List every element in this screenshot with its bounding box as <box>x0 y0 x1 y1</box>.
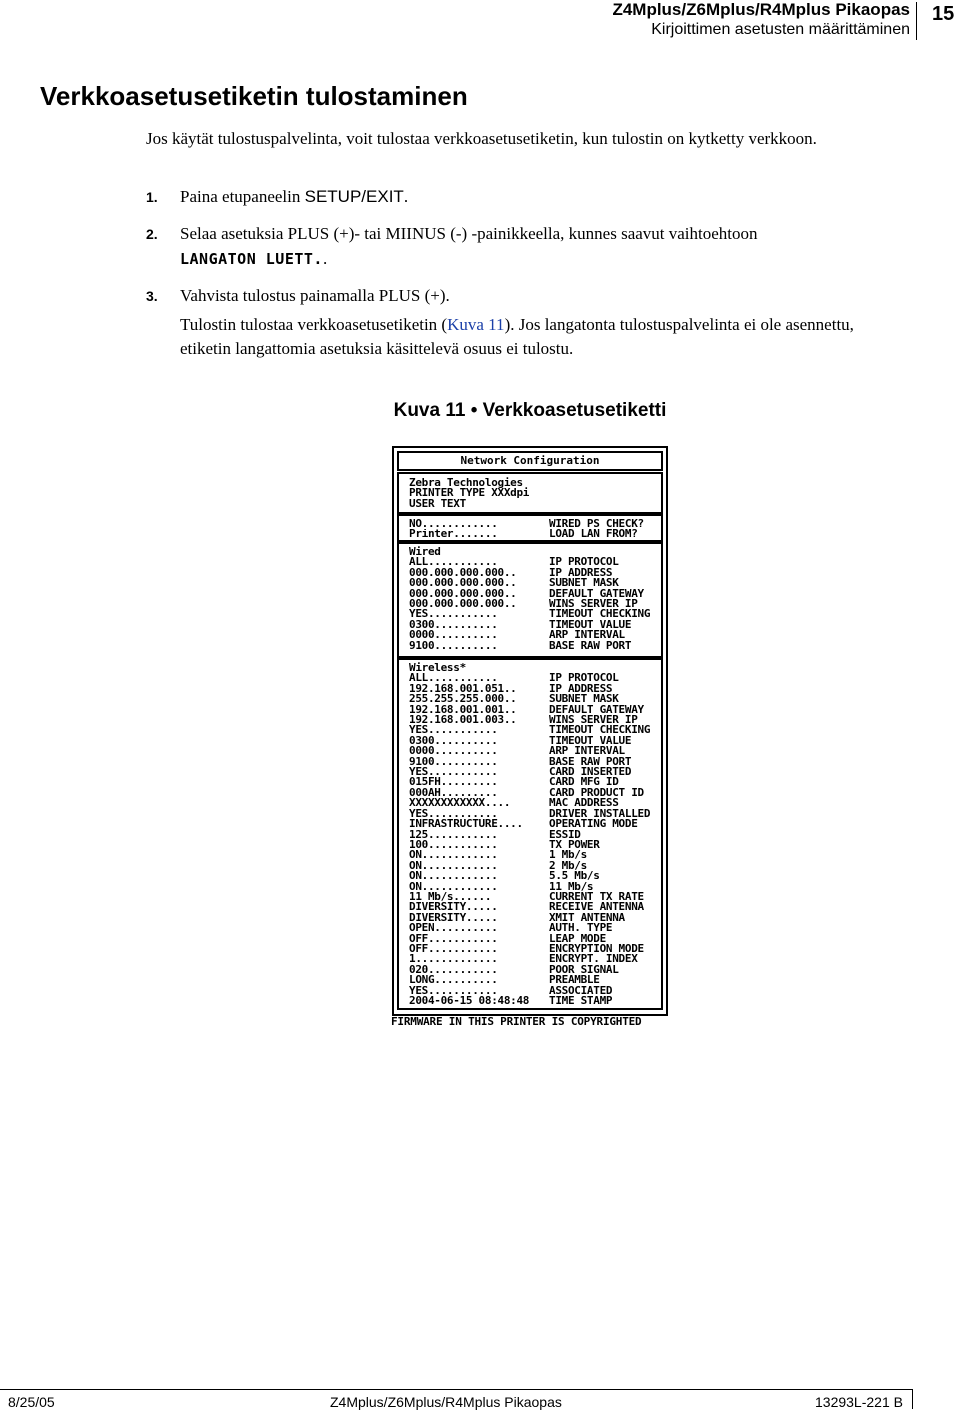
config-setting: CARD PRODUCT ID <box>549 785 644 799</box>
config-value: 0000.......... <box>409 630 498 641</box>
config-row <box>399 910 661 924</box>
config-setting: BASE RAW PORT <box>549 754 632 768</box>
wireless-box <box>397 658 663 1010</box>
config-value: 1............. <box>409 954 498 965</box>
config-setting: PREAMBLE <box>549 973 600 987</box>
config-setting: ESSID <box>549 827 581 841</box>
step-2-lcd-line: LANGATON LUETT.. <box>180 249 328 268</box>
config-setting: 5.5 Mb/s <box>549 869 600 883</box>
footer-doc-id: 13293L-221 B <box>815 1394 903 1410</box>
footer-rule <box>0 1389 912 1390</box>
config-setting: OPERATING MODE <box>549 817 638 831</box>
wired-title: Wired <box>409 545 441 558</box>
config-value: OPEN.......... <box>409 923 498 934</box>
config-setting: ENCRYPTION MODE <box>549 941 644 955</box>
config-setting: DRIVER INSTALLED <box>549 806 651 820</box>
config-setting: 1 Mb/s <box>549 848 587 862</box>
config-value: 0300.......... <box>409 735 498 747</box>
config-value: ALL........... <box>409 557 498 568</box>
config-value: YES........... <box>409 725 498 736</box>
config-value: ON............ <box>409 860 498 872</box>
config-value: Printer....... <box>409 529 498 540</box>
config-setting: WINS SERVER IP <box>549 597 638 611</box>
config-setting: CARD INSERTED <box>549 765 632 779</box>
config-row <box>399 827 661 841</box>
config-setting: ARP INTERVAL <box>549 744 625 758</box>
config-value: INFRASTRUCTURE.... <box>409 819 523 830</box>
config-setting: MAC ADDRESS <box>549 796 619 810</box>
config-value: 000.000.000.000.. <box>409 567 517 579</box>
step-number: 2. <box>146 226 158 242</box>
config-setting: WIRED PS CHECK? <box>549 517 644 530</box>
config-setting: IP PROTOCOL <box>549 671 619 685</box>
result-paragraph: Tulostin tulostaa verkkoasetusetiketin (Kuva 11). Jos langatonta tulostuspalvelinta ei ole asennettu, etiketin langattomia asetuksia käsittelevä osuus ei tulostu. <box>180 315 854 358</box>
config-value: YES........... <box>409 767 498 778</box>
config-row <box>399 975 661 985</box>
config-value: YES........... <box>409 609 498 620</box>
config-value: YES........... <box>409 808 498 820</box>
config-value: LONG.......... <box>409 975 498 986</box>
config-setting: TIMEOUT VALUE <box>549 617 632 631</box>
step-2: 2. Selaa asetuksia PLUS (+)- tai MIINUS (-) -painikkeella, kunnes saavut vaihtoehtoon <box>146 222 886 246</box>
figure-link[interactable]: Kuva 11 <box>447 315 505 334</box>
check-box <box>397 514 663 542</box>
config-value: DIVERSITY..... <box>409 912 498 924</box>
config-row <box>399 996 661 1006</box>
config-setting: CURRENT TX RATE <box>549 889 644 903</box>
config-row <box>399 557 661 567</box>
intro-paragraph: Jos käytät tulostuspalvelinta, voit tulostaa verkkoasetusetiketin, kun tulostin on kytketty verkkoon. <box>146 129 817 148</box>
config-setting: ARP INTERVAL <box>549 628 625 642</box>
config-row <box>399 529 661 539</box>
config-setting: TIME STAMP <box>549 994 613 1007</box>
config-setting: ASSOCIATED <box>549 983 613 997</box>
config-row <box>399 638 661 652</box>
config-value: 192.168.001.001.. <box>409 704 517 716</box>
setup-exit-key: SETUP/EXIT <box>304 187 404 206</box>
label-header: Network Configuration <box>397 451 663 471</box>
config-value: 0300.......... <box>409 619 498 631</box>
footer-title: Z4Mplus/Z6Mplus/R4Mplus Pikaopas <box>330 1394 562 1410</box>
config-row <box>399 954 661 964</box>
config-value: DIVERSITY..... <box>409 902 498 913</box>
config-value: 2004-06-15 08:48:48 <box>409 996 530 1007</box>
config-row <box>399 850 661 860</box>
config-value: 0000.......... <box>409 746 498 757</box>
config-setting: POOR SIGNAL <box>549 962 619 976</box>
running-header-subtitle: Kirjoittimen asetusten määrittäminen <box>651 21 910 38</box>
printer-info-box <box>397 472 663 514</box>
step-1: 1. Paina etupaneelin SETUP/EXIT. <box>146 185 886 209</box>
config-setting: LOAD LAN FROM? <box>549 527 638 541</box>
config-row <box>399 837 661 851</box>
config-row <box>399 767 661 777</box>
config-value: 11 Mb/s...... <box>409 891 492 903</box>
config-setting: DEFAULT GATEWAY <box>549 586 644 600</box>
network-config-label <box>392 446 668 1016</box>
config-value: ALL........... <box>409 673 498 684</box>
config-value: 192.168.001.051.. <box>409 683 517 695</box>
config-row <box>399 871 661 881</box>
printer-info-line: USER TEXT <box>409 496 466 510</box>
config-value: ON............ <box>409 871 498 882</box>
config-value: 000.000.000.000.. <box>409 599 517 610</box>
config-setting: 11 Mb/s <box>549 879 594 893</box>
wireless-title: Wireless* <box>409 661 466 674</box>
config-row <box>399 962 661 976</box>
config-value: NO............ <box>409 519 498 530</box>
section-title: Verkkoasetusetiketin tulostaminen <box>40 81 468 111</box>
config-value: 9100.......... <box>409 756 498 768</box>
config-setting: IP PROTOCOL <box>549 555 619 569</box>
config-setting: IP ADDRESS <box>549 565 613 579</box>
wired-box <box>397 542 663 658</box>
config-setting: TIMEOUT CHECKING <box>549 723 651 737</box>
config-setting: SUBNET MASK <box>549 576 619 590</box>
config-row <box>399 923 661 933</box>
config-setting: BASE RAW PORT <box>549 638 632 652</box>
config-setting: IP ADDRESS <box>549 681 613 695</box>
config-setting: CARD MFG ID <box>549 775 619 789</box>
config-row <box>399 681 661 695</box>
config-setting: XMIT ANTENNA <box>549 910 625 924</box>
config-value: 192.168.001.003.. <box>409 715 517 726</box>
lcd-option-text: LANGATON LUETT. <box>180 250 323 268</box>
step-number: 3. <box>146 288 158 304</box>
running-header-title: Z4Mplus/Z6Mplus/R4Mplus Pikaopas <box>612 0 910 19</box>
config-row <box>399 673 661 683</box>
config-value: 000.000.000.000.. <box>409 578 517 589</box>
config-setting: TIMEOUT CHECKING <box>549 607 651 621</box>
step-3: 3. Vahvista tulostus painamalla PLUS (+). <box>146 284 886 308</box>
config-value: ON............ <box>409 881 498 892</box>
config-value: 020........... <box>409 964 498 976</box>
config-value: 255.255.255.000.. <box>409 694 517 705</box>
label-copyright: FIRMWARE IN THIS PRINTER IS COPYRIGHTED <box>391 1015 642 1028</box>
config-setting: AUTH. TYPE <box>549 921 613 935</box>
config-setting: TIMEOUT VALUE <box>549 733 632 747</box>
printer-info-line: Zebra Technologies <box>409 476 523 489</box>
config-row <box>399 785 661 799</box>
config-row <box>399 565 661 579</box>
page-number: 15 <box>932 3 955 25</box>
figure-caption: Kuva 11 • Verkkoasetusetiketti <box>393 400 667 421</box>
config-value: ON............ <box>409 850 498 861</box>
config-value: XXXXXXXXXXXX.... <box>409 798 511 809</box>
header-divider <box>916 2 917 40</box>
printer-info-line: PRINTER TYPE XXXdpi <box>409 486 530 500</box>
config-value: 015FH......... <box>409 777 498 788</box>
config-value: 000AH......... <box>409 787 498 799</box>
config-value: 9100.......... <box>409 640 498 652</box>
config-setting: DEFAULT GATEWAY <box>549 702 644 716</box>
config-value: OFF........... <box>409 943 498 955</box>
footer-rule-vertical <box>912 1389 913 1409</box>
config-row <box>399 858 661 872</box>
footer-date: 8/25/05 <box>8 1394 55 1410</box>
config-row <box>399 819 661 829</box>
config-row <box>399 983 661 997</box>
step-number: 1. <box>146 189 158 205</box>
config-setting: WINS SERVER IP <box>549 713 638 727</box>
config-setting: ENCRYPT. INDEX <box>549 952 638 966</box>
config-setting: SUBNET MASK <box>549 692 619 706</box>
config-value: 000.000.000.000.. <box>409 588 517 600</box>
config-setting: TX POWER <box>549 837 600 851</box>
config-setting: RECEIVE ANTENNA <box>549 900 644 914</box>
config-value: 125........... <box>409 829 498 840</box>
config-setting: 2 Mb/s <box>549 858 587 872</box>
config-value: 100........... <box>409 839 498 851</box>
config-setting: LEAP MODE <box>549 931 606 945</box>
config-value: OFF........... <box>409 933 498 944</box>
config-value: YES........... <box>409 985 498 996</box>
